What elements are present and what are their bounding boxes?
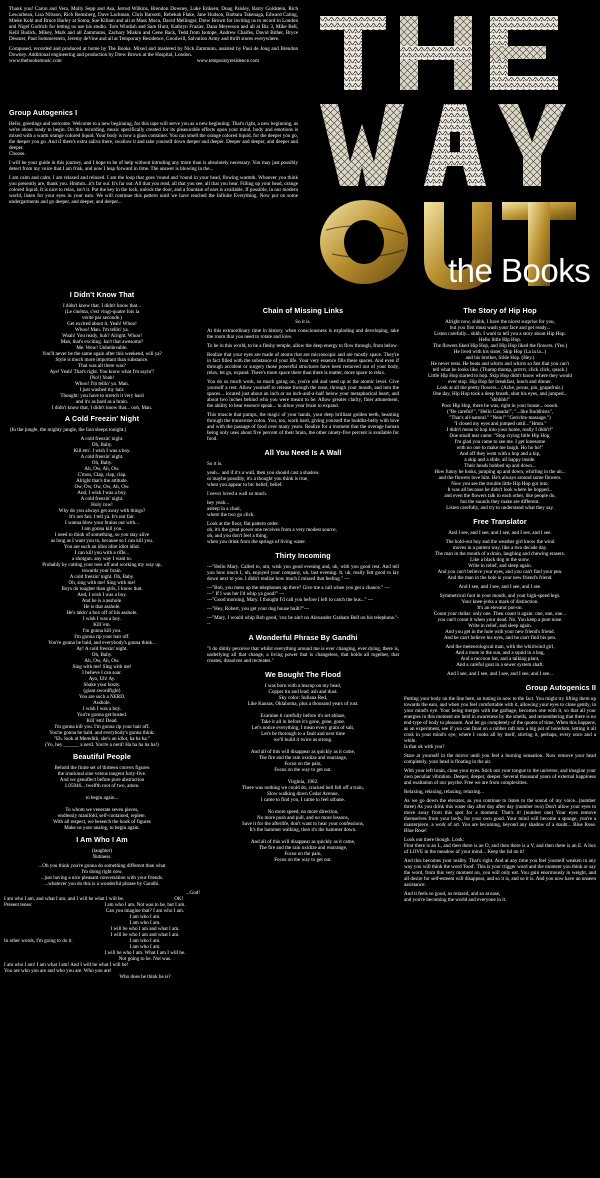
song-title-we-bought-the-flood: We Bought The Flood	[264, 670, 342, 679]
song-title-a-cold-freezin-night: A Cold Freezin' Night	[64, 414, 140, 423]
song-title-the-story-of-hip-hop: The Story of Hip Hop	[463, 306, 537, 315]
song-title-thirty-incoming: Thirty Incoming	[275, 551, 331, 560]
paragraph: ---"Hello Mary. Called to, um, wish you good evening and, uh, with you good rest. And tell you how much I, uh, enjoyed your company, uh, last evening. It, uh, really felt good to lay down next to you. I didn't realize how much I missed that feeling." ---	[207, 564, 399, 582]
lyrics-subtitle: (In the jungle, the mighty jungle, the lion sleeps tonight.)	[10, 427, 127, 433]
url-temporary-residence[interactable]: www.temporaryresidence.com	[196, 58, 259, 64]
paragraph: And I see, and I see, and I see, and I see, and I see.	[448, 530, 552, 536]
paragraph: hey yeah... asleep in a chair, where the two go click.	[207, 500, 255, 518]
credits	[9, 6, 298, 64]
lyric-line-left: Present tense:	[4, 902, 33, 908]
song-title-i-didnt-know-that: I Didn't Know That	[69, 290, 135, 299]
song-title-i-am-who-i-am: I Am Who I Am	[76, 835, 128, 844]
paragraph: Hello, greetings and welcome. Welcome to a new beginning, for this tape will serve you as a new beginning. That's right, a new beginning, as we're about ready to begin. On this recording, music specifically created for its pleasurable effects upon your mind, body and emotions is mixed with a warm orange colored liquid. Your body is now a glass container. You can smell the orange colored liquid, for the deeper you go, the deeper you go. And if there's extra saliva there, swallow it and take yourself down deeper and deeper. Deeper and deeper, and deeper and deeper. Choose.	[9, 121, 298, 157]
lyric-line-left: You are who you are and who you are. Who you are!	[4, 968, 112, 974]
lyric-line-right: I will be who I am and what I am.	[110, 926, 180, 932]
song-title-beautiful-people: Beautiful People	[73, 752, 131, 761]
paragraph: So it is.	[207, 461, 223, 467]
paragraph: Relaxing, relaxing, relaxing, relaxing...	[404, 789, 484, 795]
lyrics-i-didnt-know-that: I didn't know that. I didn't know that... (Le cinéma, c'est vingt-quatre fois la vérité par seconde.) Get excited about it. Yeah! Whoo! Whoo! Man. I'm tellin' ya. Woah! You ready, huh? Alright. Whoo! Man, that's exciting. Isn't that awesome? Me. Wow! Unbelievable. You'll never be the same again after this weekend, will ya? Style is much more important than substance. That was all there was? Aye! Yeah! That's right. You know what I'm sayin'? (No!) Yeah! Whoo! I'm tellin' ya. Man. I just washed my hair. Thought: you have to stretch it very hard and it's as hard as a brain. I didn't know that, I didn't know that... ooh, Man.	[42, 303, 162, 411]
paragraph: Look out there though. Look: First there is an L, and then there is an O, and then there is a V, and then there is an E. A box of LOVE in the meadow of your mind... Keep the lid on it!	[404, 837, 596, 855]
paragraph: And it feels so good, so relaxed, and so at ease, and you're becoming the world and everyone in it.	[404, 891, 507, 903]
credits-urls	[9, 58, 259, 64]
credits-thanks: Thank you! Caron and Vera, Molly Sepp and Asa, Jerrod Wilkins, Brendon Downey, Luke Eriksen, Doug Paisley, Barry Goldstein, Rich Lescarbeau, Lisa Nilsson, Rich Remsberg, Dave Lachman, Chris Barsotti, Rebekah Flake, Jane Hudson, Barbara Takenaga, Edward Cating, Mieke Kohl and Bruce Harley at Soma, Sue Killam and all at Mass Moca, David Mellinger, Drew Brown for inviting us to record in London and Nigel Godrich for letting us use his studio. Tom Windish and Sam Hunt, Kathryn Frazier, Dana Meyerson and all at Biz 3, Mike Bell, Kelli Rudick, Mikey, Mark and all Zammutos, Zachary Miskin and Gene Back, Tedd from Isotope, Andrew Chaifes, David Bither, Bryce Dessner, Paul Sommerstein, Jeremy deVine and all at Temporary Residence, Goodwill, Salvation Army and thrift stores everywhere.	[9, 6, 298, 42]
paragraph: Putting your body on the line here, so tuning in now to the fact. You might try lifting them up towards the ears, and when you feel comfortable with it, allowing your eyes to close gently, in your mind's eye. Your being merges with the garbage, becomes one with it, so that all your energies in this moment are held in awareness by the smells, and remembering that there is no end-type of body to pleasure. And let go completely of the quotes of time. When this happens, as an experiment, see if you can float on a rubber raft into a big pot of boredom, letting it all cook in your mind's eye, where I cooks all by itself, stirring it, perhaps, every once and a while. Is that ok with you?	[404, 696, 596, 750]
the-way-out-logo-art	[306, 4, 596, 294]
lyric-line-left: I am who I am, and what I am, and I will be what I will be.	[4, 896, 125, 902]
paragraph: I never loved a wall so much.	[207, 491, 268, 497]
column-right	[404, 306, 596, 906]
paragraph: And the meteorological man, with the whirlwind girl, And a mote in the sun, and a squid in a bag, And a raccoon hat, and a talking plant, And a careful goat in a sewer system shaft.	[445, 644, 555, 668]
paragraph: Look at the floor, flat pattern order. oh, it's the great power one receives from a very modest source, oh, and you don't feel a thing, when you drink from the springs of living water.	[207, 521, 337, 545]
paragraph: At this extraordinary time in history, when consciousness is exploding and developing, take the room that you need to rotate and love.	[207, 328, 399, 340]
lyrics-intro: (laughter) Nutiness.	[91, 848, 113, 860]
lyric-line-right: I will be who I am. What I am I will be.	[104, 950, 186, 956]
lyric-line-right: Who does he think he is?	[119, 974, 171, 980]
paragraph: And I see, and I see, and I see, and I see.	[458, 584, 542, 590]
paragraph: As we go down the elevator, as you continue to listen to the sound of my voice...(number three) As you drink this water day after day after day (number two) Don't allow your eyes to move away from this spot for a moment. That's it! (number one) Your eyes remove themselves from your body, for your own good. Your mind will become a sponge, you're a masterpiece, a work of art. You are becoming, beyond any shadow of a doubt... Blue Rose. Blue Rose!	[404, 798, 596, 834]
lyric-line-right: I am who I am.	[129, 914, 161, 920]
song-title-chain-of-missing-links: Chain of Missing Links	[262, 306, 344, 315]
paragraph: Stare at yourself in the mirror until you feel a burning sensation. Now remove your head completely, your head is floating in the air.	[404, 753, 596, 765]
lyric-line-right: I am who I am. Not was to be, but I am.	[104, 902, 186, 908]
column-middle	[207, 306, 399, 866]
section-title: Group Autogenics I	[9, 108, 78, 117]
logo-word-way	[320, 104, 566, 186]
paragraph: yeah... and if it's a wall, then you should cast a shadow. or maybe possibly, it's a thought you think is true, when you appear to be: belief, belief.	[207, 470, 320, 488]
lyric-line-right: Can you imagine that? I am who I am.	[105, 908, 185, 914]
paragraph: And this becomes your reality. That's right. And at any time you feel yourself weaken in any way you will think the word 'food'. This is your trigger word and the moment you think or say the word, from this very moment on, you will only eat. You gain enormously in weight, and all desire for self-esteem will disappear, and so it is, and so it is. And you now have an unseen assistance:	[404, 858, 596, 888]
lyric-line-right: I will be who I am and what I am.	[110, 932, 180, 938]
song-title-a-wonderful-phrase-by-gandhi: A Wonderful Phrase By Gandhi	[248, 633, 358, 642]
lyrics-i-am-who-i-am: ...Oh you think you're gonna do something different than what I'm doing right now. ...just having a nice pleasant conversation with your friends. ...whatever you do this is a wonderful phrase by Gandhi.	[38, 863, 166, 887]
tagline-the-books: the Books	[448, 252, 591, 289]
lyric-line-right: OK!	[174, 896, 184, 902]
paragraph: This muscle that pumps, the magic of your hands, your deep brilliant golden teeth, beaming through the transverse colon. You, too, work hard, giving yourself the buddha-belly with love and with the passage of food over many years. Realize for a moment that the average human being only uses about five percent of their brain, the other ninety-five percent is available for food.	[207, 412, 399, 442]
lyric-line-right: I am who I am.	[129, 944, 161, 950]
lyric-line-right: I am who I am.	[129, 920, 161, 926]
paragraph: With your left brain, close your eyes. Stick out your tongue to the universe, and imagine your own peculiar vibration. Deeper, deeper, deeper. Several thousand years of external happiness and exaltation of our psyche. Free we are from complexities.	[404, 768, 596, 786]
song-title-group-autogenics-2: Group Autogenics II	[525, 683, 596, 692]
lyrics-beautiful-people: Behold the finite set of thirteen convex figures the irrational sine versus tangent forty-five. And we genuflect before pure abstraction 1.05946... twelfth root of two, amen. to begin again... To whom we venerate seven pieces, endlessly manifold, self-contained, replete. With all respect, we beseech the book of figures Make us your analog, to begin again.	[53, 765, 151, 831]
lyric-line-right: ...God!	[185, 890, 200, 896]
paragraph: To be in this world, to be a fleshy temple, allow the deep energy to flow through, from below.	[207, 343, 398, 349]
paragraph: And I see, and I see, and I see, and I see, and I see...	[447, 671, 553, 677]
paragraph: I will be your guide in this journey, and I hope to be of help without intruding any more than is absolutely necessary. You may just possibly detect from my voice that I am frisk, and now I leap forward in time. The answer is blowing in the...	[9, 160, 298, 172]
song-title-all-you-need-is-a-wall: All You Need Is A Wall	[264, 448, 342, 457]
url-thebooks[interactable]: www.thebooksmusic.com	[9, 58, 62, 64]
lyric-line-right: Not going to be. Not was.	[118, 956, 172, 962]
lyric-line-left: I am who I am! I am what I am! And I will be what I will be!	[4, 962, 129, 968]
lyric-line-row	[4, 974, 200, 980]
paragraph: The hold-out boy and the weather girl know the wind moves in a patient way, like a two decade day. The man in the mouth of a drain, laughing and chewing erasers. Like a black dog in the snow. Write in relief, and sleep again. And you can't believe your eyes, and you can't find your pen. And the man in the hole is your new friend's friend.	[435, 539, 565, 581]
lyric-line-left	[4, 974, 90, 980]
paragraph: You do so much work, so much going on, you're old and used up at the atomic level. Give yourself a rest. Allow yourself to release through the nose, through your mouth, and into the spaces... located just about an inch or an inch-and-a-half below your metaphorical heart, and about two inches behind who you were meant to be. Allow greater clarity, finer attunement, the ability to hear essence speak... to allow your brain to expand.	[207, 379, 399, 409]
album-logo	[306, 4, 596, 294]
paragraph: ---"Hey, Robert, you get your dog house built?"---	[207, 606, 310, 612]
paragraph: ---"Bob, you mess up the telephones up there? Give me a call when you get a chance." --- ---" If I was her I'd whip ya good!" --- ---"Good morning, Mary. I thought I'd call you before I left to catch the bus..." ---	[207, 585, 390, 603]
lyric-line-left: In other words, I'm going to do it.	[4, 938, 73, 944]
paragraph: "I do dimly perceive that whilst everything around me is ever changing, ever dying, there is, underlying all that change, a living power that is changeless, that holds all together, that creates, dissolves and recreates."	[207, 646, 399, 664]
paragraph: ---"Mary, I would whip Bob good, 'cuz he ain't no Alexander Graham Bell on his telephone."---	[207, 615, 399, 627]
lyrics-the-story-of-hip-hop: Alright now, shhhh, I have the nicest surprise for you, but you first must wash your face and get ready... Listen carefully... shhh. I want to tell you a story about Hip Hop. Hello little Hip Hop. The flowers liked Hip Hop, and Hip Hop liked the flowers. (Yes.) He lived with his sister, Skip Hop (La la la...) and his brother, Slide Hop. (Hey.) He never rests. He beats and whirrs and whirrs so fast that you can't tell what he looks like. (Thump thump, prrrrrr, click click, quack.) Little Hip Hop started to hop. Skip Hop didn't know where they would ever stop. Hip Hop for breakfast, lunch and dinner. Look at all the pretty flowers... (Ache, povas, pin, grapefruit.) One day, Hip Hop took a deep breath, shut his eyes, and jumped... "shhhhh!" Poor Hip Hop, there he was, right in your house... ooooh. ("Be careful!", "Hello Canada!", "...like Buddhists", "That's all-natural." "Nein!" "Gerichts-massage.") "I closed my eyes and jumped until..."Hmm." I didn't mean to hop into your home, really I didn't!" One small tear came: "Stop crying little Hip Hop, I'm glad you came to see me. I get lonesome with no one to make me laugh. Ho ho ho!" And off they went with a hop and a hip, a skip and a slide, all happy inside. Their heads bobbed up and down... How funny he looks, jumping up and down, whirling in the air... and the flowers love him. He's always around some flowers. Now you see the trouble little Hip Hop got into. It was all because he didn't look where he hopped... and even the flowers talk to each other, like people do, but the sounds they make are different. Listen carefully, and try to understand what they say.	[428, 319, 572, 511]
column-left	[4, 290, 200, 980]
lyrics-a-cold-freezin-night: A cold freezin' night. Oh, Baby. Kill em'. I wish I was a boy. A cold freezin' night. Oh, Baby. Ah, Ow, Ah, Ow. C'mon, Clap, clap, clap. Alright that's the attitude. Ow, Ow, Ow, Ow, Ah, Ow. And, I wish I was a boy. A cold freezin' night. Holy cow! Why do you always get away with things? It's not fair. I tell ya. It's not fair. I wanna blow your brains out with... I am gonna kill you. I need to think of something, so you stay alive as long as I want you to, because so I can kill you. You are such an idiot idiot idiot idiot. I can kill you with a rifle... a shotgun. any way I want to. Probably by cutting your toes off and working my way up, towards your brain. A cold freezin' night. Oh, Baby. Oh, sing with me! Sing with me! Boys do tougher than girls, I know that. And, I wish I was a boy. And he is a asshole. He is that asshole. He's takin' a box off of his asshole. I wish I was a boy. Kill 'em. I'm gonna kill you. I'm gonna rip your hair off. You're gonna be bald, and everybody's gonna think... Ay! A cold freezin' night. Oh, Baby. Ah, Ow, Ah, Ow. Sing with me! Sing with me! I believe I can soar. Ayo, Uh! Ay. Shake your booty. (giant swordfight) You are such a NERD. Asshole. I wish I was a boy. You're gonna get busted. Kill 'em! Dead. I'm gonna kill you. I'm gonna rip your hair off. You're gonna be bald. and everybody's gonna think: "Eh. look at Meredith, she's an idiot, ha ha ha." (Yo, hey ______ a nerd. You're a nerd! Ha ha ha ha ha!)	[42, 436, 162, 748]
credits-composed: Composed, recorded and produced at home by The Books. Mixed and mastered by Nick Zammuto, assisted by Paul de Jong and Brendon Downey. Additional engineering and production by Drew Brown at the Hospital, London.	[9, 46, 298, 58]
logo-word-the	[320, 16, 558, 90]
section-group-autogenics-1	[9, 108, 298, 208]
lyrics-intro: So it is.	[295, 319, 311, 325]
lyric-line-right: I am who I am.	[129, 938, 161, 944]
lyrics-two-column	[4, 890, 200, 980]
paragraph: I am calm and calm. I am relaxed and relaxed. I am the loop that goes 'round and 'round in your head, flowing warmth. Whoever you think you presently are, thank you. Hmmm...it's far out. It's far out. All that you read, all that you see, all that you hear. Filling up your head, orange colored liquid. It is nice to relax, isn't it. Put the key in the lock, unlock the door, and a fountain of ears is available. If possible, in our modern world, listen for your eyes in your ears. We will continue this pattern until we have reached the Infinite Everything. Now put on some undergarments and go deeper, and deeper, and deeper...	[9, 175, 299, 205]
paragraph: Symmetrical foot in your mouth, and your high-speed legs. Your knee-jerks a mark of distinction. It's an elevator put-on. Count your dollar: only one. Then count it again: one, one, one... you can't count it when your dead. No. You keep a pure nose. Write in relief, and sleep again. And you get in the hole with your new friend's friend. And he can't believe his eyes, and he can't find his pen.	[433, 593, 567, 641]
song-title-free-translator: Free Translator	[473, 517, 527, 526]
paragraph: Realize that your eyes are made of atoms that are microscopic and are mostly space. They're in fact filled with the substance of your life. Your very essence fills these spaces. And even if through accident or surgery those powerful structures have been removed out of your body, relax, let go, expand. There's more space there than there is matter, more space to relax.	[207, 352, 399, 376]
lyrics-we-bought-the-flood: I was born with a teacup on my head, Copper tin and lead, ash and dust. Sky color: Indiana Red, Like Kansas, Oklahoma, plus a thousand years of rust. Examine it carefully before it's set ablaze, Take it all in before it's gone, gone, gone. Let's notice everything, I mean every grain of salt, Let's be thorough to a fault and next time we'll build it twice as strong. And all of this will disappear as quickly as it came, The fire and the rain oxidize and rearrange, Focus on the pain, Focus on the way to get out. Virginia, 1902. There was nothing we could do, cracked bell fell off a train, Slow walking down Cedar Avenue, I came to find you, I came to feel urbane. No more speed, no more direction, No more push and pull, and no more lessons, Save it for the afterlife, don't want to hear your confessions, It's the hammer walking, then it's the hammer down. And all of this will disappear as quickly as it came, The fire and the rain oxidize and rearrange, Focus on the pain, Focus on the way to get out.	[242, 683, 364, 863]
